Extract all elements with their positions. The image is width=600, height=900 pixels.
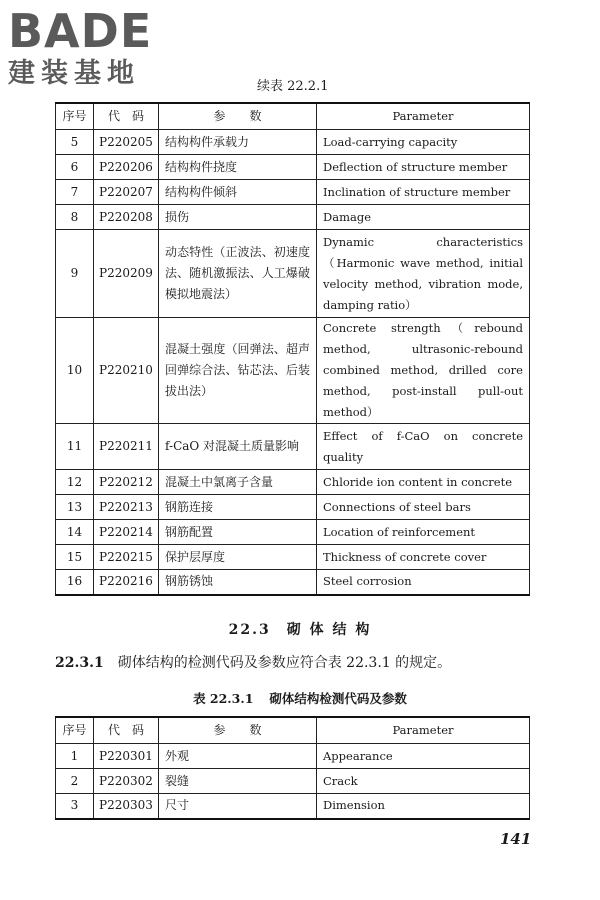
logo-brand-text: BADE xyxy=(8,4,153,58)
row-parameter-en: Inclination of structure member xyxy=(317,180,530,205)
clause-number: 22.3.1 xyxy=(55,655,104,671)
row-parameter-en: Chloride ion content in concrete xyxy=(317,470,530,495)
brand-logo xyxy=(8,6,178,90)
row-code: P220302 xyxy=(94,769,159,794)
row-code: P220210 xyxy=(94,318,159,424)
row-code: P220207 xyxy=(94,180,159,205)
row-code: P220214 xyxy=(94,520,159,545)
table-row xyxy=(56,130,530,155)
row-parameter-en: Effect of f-CaO on concrete quality xyxy=(317,424,530,470)
row-parameter-en: Dimension xyxy=(317,794,530,819)
clause-paragraph xyxy=(55,652,451,672)
row-parameter-en: Dynamic characteristics（Harmonic wave method, initial velocity method, vibration mode, damping ratio） xyxy=(317,230,530,318)
table-row xyxy=(56,794,530,819)
row-parameter-en: Connections of steel bars xyxy=(317,495,530,520)
row-number: 11 xyxy=(56,424,94,470)
table2-caption-text: 砌体结构检测代码及参数 xyxy=(269,691,407,706)
row-parameter-en: Damage xyxy=(317,205,530,230)
table-row xyxy=(56,769,530,794)
row-parameter-cn: 混凝土中氯离子含量 xyxy=(159,470,317,495)
row-number: 13 xyxy=(56,495,94,520)
row-number: 16 xyxy=(56,570,94,595)
row-parameter-cn: 钢筋配置 xyxy=(159,520,317,545)
row-code: P220303 xyxy=(94,794,159,819)
row-number: 9 xyxy=(56,230,94,318)
row-number: 1 xyxy=(56,744,94,769)
row-parameter-en: Load-carrying capacity xyxy=(317,130,530,155)
table-header-row xyxy=(56,103,530,130)
row-code: P220208 xyxy=(94,205,159,230)
row-code: P220205 xyxy=(94,130,159,155)
row-parameter-en: Deflection of structure member xyxy=(317,155,530,180)
table-row xyxy=(56,155,530,180)
row-parameter-en: Thickness of concrete cover xyxy=(317,545,530,570)
table-row xyxy=(56,495,530,520)
row-parameter-cn: 损伤 xyxy=(159,205,317,230)
clause-text: 砌体结构的检测代码及参数应符合表 22.3.1 的规定。 xyxy=(117,655,452,671)
row-parameter-cn: 结构构件挠度 xyxy=(159,155,317,180)
table2-caption xyxy=(0,689,600,707)
header-param: 参 数 xyxy=(159,717,317,744)
row-parameter-cn: 外观 xyxy=(159,744,317,769)
row-code: P220212 xyxy=(94,470,159,495)
header-param: 参 数 xyxy=(159,103,317,130)
row-number: 2 xyxy=(56,769,94,794)
table-row xyxy=(56,545,530,570)
logo-subtitle: 建装基地 xyxy=(8,58,140,89)
row-parameter-en: Crack xyxy=(317,769,530,794)
row-code: P220213 xyxy=(94,495,159,520)
header-no: 序号 xyxy=(56,717,94,744)
row-parameter-cn: 结构构件倾斜 xyxy=(159,180,317,205)
row-parameter-cn: 裂缝 xyxy=(159,769,317,794)
header-parameter-en: Parameter xyxy=(317,717,530,744)
row-number: 10 xyxy=(56,318,94,424)
table-row xyxy=(56,520,530,545)
row-number: 14 xyxy=(56,520,94,545)
row-number: 5 xyxy=(56,130,94,155)
row-number: 6 xyxy=(56,155,94,180)
row-code: P220216 xyxy=(94,570,159,595)
table-row xyxy=(56,230,530,318)
header-code: 代 码 xyxy=(94,717,159,744)
row-number: 8 xyxy=(56,205,94,230)
masonry-parameter-table xyxy=(55,716,530,820)
table-header-row xyxy=(56,717,530,744)
row-parameter-cn: 钢筋连接 xyxy=(159,495,317,520)
table-row xyxy=(56,205,530,230)
header-parameter-en: Parameter xyxy=(317,103,530,130)
row-parameter-cn: 混凝土强度（回弹法、超声回弹综合法、钻芯法、后装拔出法） xyxy=(159,318,317,424)
table-row xyxy=(56,470,530,495)
continued-table-caption: 续表 22.2.1 xyxy=(257,79,329,94)
header-code: 代 码 xyxy=(94,103,159,130)
row-parameter-cn: 结构构件承载力 xyxy=(159,130,317,155)
page-number: 141 xyxy=(500,830,532,848)
row-parameter-en: Steel corrosion xyxy=(317,570,530,595)
table-row xyxy=(56,318,530,424)
row-parameter-en: Location of reinforcement xyxy=(317,520,530,545)
table-row xyxy=(56,424,530,470)
table-row xyxy=(56,744,530,769)
row-number: 15 xyxy=(56,545,94,570)
row-number: 12 xyxy=(56,470,94,495)
row-parameter-cn: 保护层厚度 xyxy=(159,545,317,570)
row-parameter-en: Appearance xyxy=(317,744,530,769)
row-parameter-cn: 动态特性（正波法、初速度法、随机激振法、人工爆破模拟地震法） xyxy=(159,230,317,318)
table-row xyxy=(56,570,530,595)
row-code: P220301 xyxy=(94,744,159,769)
row-code: P220215 xyxy=(94,545,159,570)
row-code: P220211 xyxy=(94,424,159,470)
row-parameter-cn: 钢筋锈蚀 xyxy=(159,570,317,595)
parameter-table-continued xyxy=(55,102,530,596)
row-code: P220209 xyxy=(94,230,159,318)
table2-caption-number: 表 22.3.1 xyxy=(193,691,254,706)
row-parameter-en: Concrete strength（rebound method, ultrasonic-rebound combined method, drilled core method, post-install pull-out method） xyxy=(317,318,530,424)
row-number: 7 xyxy=(56,180,94,205)
row-parameter-cn: 尺寸 xyxy=(159,794,317,819)
section-heading: 22.3 砌 体 结 构 xyxy=(228,622,372,638)
row-code: P220206 xyxy=(94,155,159,180)
row-parameter-cn: f-CaO 对混凝土质量影响 xyxy=(159,424,317,470)
table-row xyxy=(56,180,530,205)
header-no: 序号 xyxy=(56,103,94,130)
row-number: 3 xyxy=(56,794,94,819)
